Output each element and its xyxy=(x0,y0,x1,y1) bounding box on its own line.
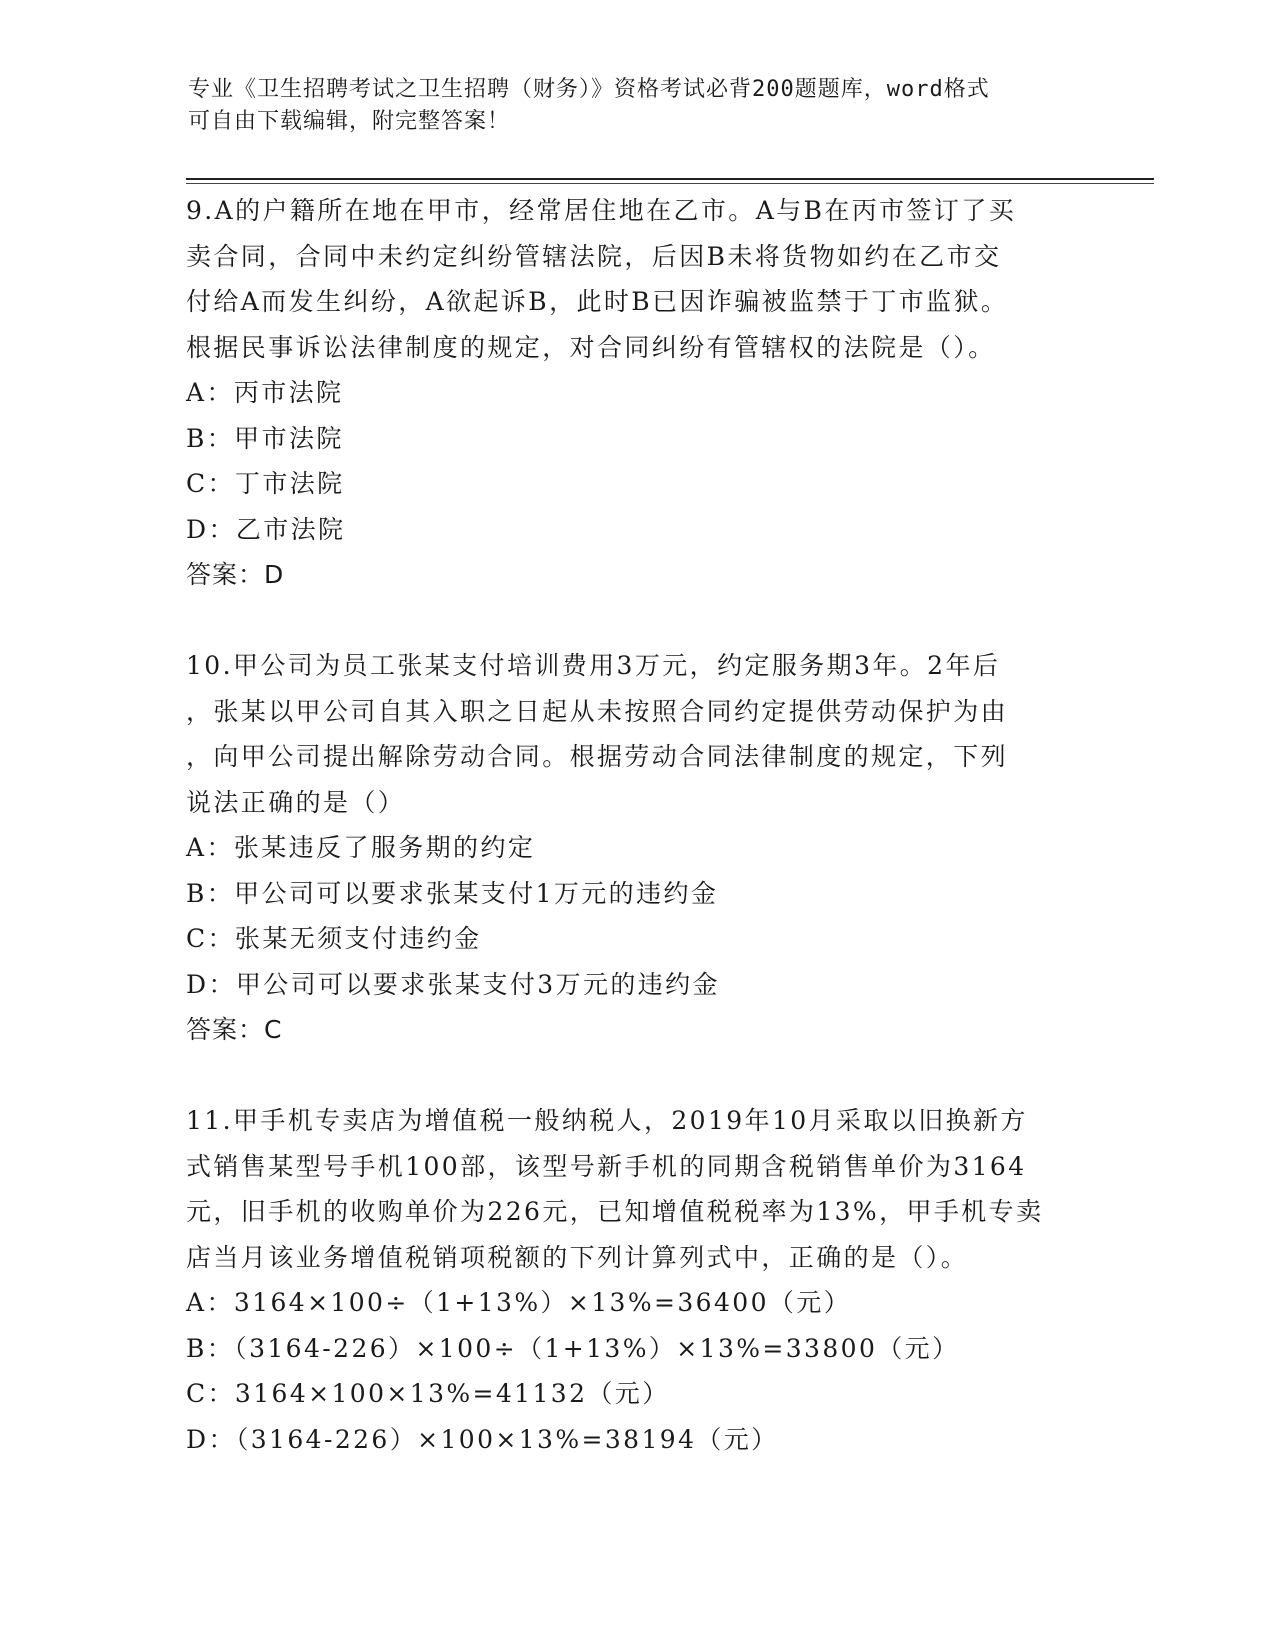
header-title-line-2: 可自由下载编辑，附完整答案！ xyxy=(188,109,511,134)
option-a: A：3164×100÷（1+13%）×13%=36400（元） xyxy=(186,1288,852,1317)
question-stem-line: ，向甲公司提出解除劳动合同。根据劳动合同法律制度的规定，下列 xyxy=(186,742,1009,771)
option-c: C：张某无须支付违约金 xyxy=(186,924,482,953)
option-d: D：甲公司可以要求张某支付3万元的违约金 xyxy=(186,969,720,999)
question-stem-line: ，张某以甲公司自其入职之日起从未按照合同约定提供劳动保护为由 xyxy=(186,696,1009,726)
question-10 xyxy=(186,643,1086,1053)
question-stem-line: 说法正确的是（） xyxy=(186,787,406,817)
question-stem-line: 卖合同，合同中未约定纠纷管辖法院，后因B未将货物如约在乙市交 xyxy=(186,241,1002,271)
header-title-line-1: 专业《卫生招聘考试之卫生招聘（财务）》资格考试必背200题题库，word格式 xyxy=(188,77,990,102)
answer-label: 答案：C xyxy=(186,1015,283,1044)
option-b: B：（3164-226）×100÷（1+13%）×13%=33800（元） xyxy=(186,1333,960,1363)
question-stem-line: 根据民事诉讼法律制度的规定，对合同纠纷有管辖权的法院是（）。 xyxy=(186,332,996,362)
question-stem-line: 9.A的户籍所在地在甲市，经常居住地在乙市。A与B在丙市签订了买 xyxy=(186,196,1017,225)
question-11 xyxy=(186,1098,1086,1462)
question-stem-line: 11.甲手机专卖店为增值税一般纳税人，2019年10月采取以旧换新方 xyxy=(186,1106,1028,1135)
option-b: B：甲市法院 xyxy=(186,423,344,453)
option-d: D：乙市法院 xyxy=(186,514,346,544)
question-stem-line: 付给A而发生纠纷，A欲起诉B，此时B已因诈骗被监禁于丁市监狱。 xyxy=(186,287,1009,316)
answer-label: 答案：D xyxy=(186,560,285,589)
header-divider-thin xyxy=(186,183,1154,184)
option-c: C：3164×100×13%=41132（元） xyxy=(186,1379,670,1408)
question-stem-line: 店当月该业务增值税销项税额的下列计算列式中，正确的是（）。 xyxy=(186,1242,969,1272)
option-a: A：张某违反了服务期的约定 xyxy=(186,833,536,862)
option-b: B：甲公司可以要求张某支付1万元的违约金 xyxy=(186,878,719,908)
option-a: A：丙市法院 xyxy=(186,378,344,407)
option-c: C：丁市法院 xyxy=(186,469,345,498)
document-header xyxy=(188,74,1088,138)
question-9 xyxy=(186,188,1086,598)
header-divider xyxy=(186,178,1154,180)
question-stem-line: 元，旧手机的收购单价为226元，已知增值税税率为13%，甲手机专卖 xyxy=(186,1197,1044,1226)
question-stem-line: 10.甲公司为员工张某支付培训费用3万元，约定服务期3年。2年后 xyxy=(186,651,1001,680)
question-stem-line: 式销售某型号手机100部，该型号新手机的同期含税销售单价为3164 xyxy=(186,1151,1027,1181)
option-d: D：（3164-226）×100×13%=38194（元） xyxy=(186,1424,779,1454)
